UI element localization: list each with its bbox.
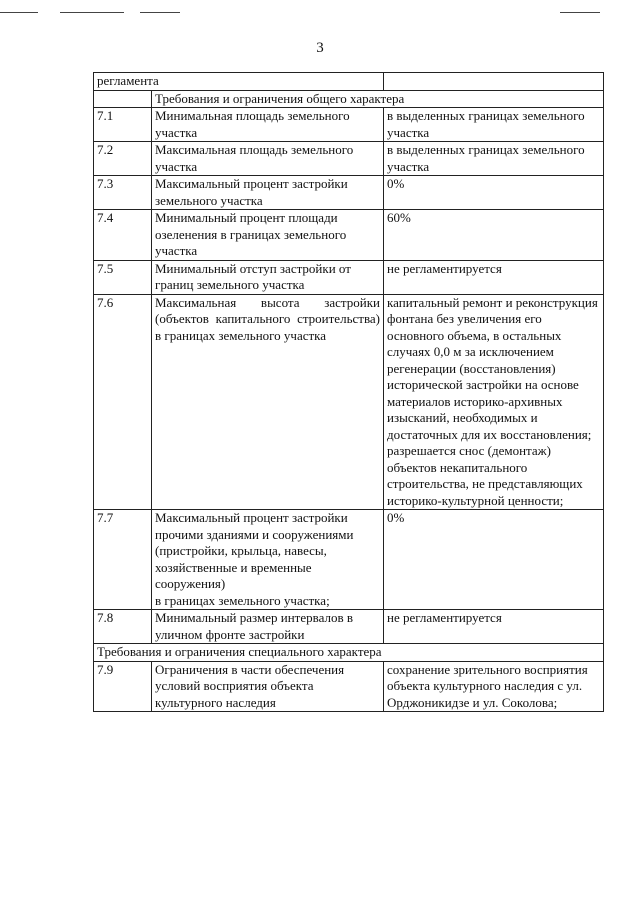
row-value: 60%	[384, 210, 604, 261]
table-row	[94, 510, 604, 610]
row-number: 7.8	[94, 610, 152, 644]
scan-artifact-line	[560, 12, 600, 13]
row-number: 7.5	[94, 260, 152, 294]
row-number: 7.6	[94, 294, 152, 510]
table-row	[94, 210, 604, 261]
row-parameter: Максимальная высота застройки (объектов капитального строительства) в границах земельного участка	[152, 294, 384, 510]
row-value: в выделенных границах земельного участка	[384, 108, 604, 142]
scan-artifact-line	[0, 12, 38, 13]
row-parameter: Максимальная площадь земельного участка	[152, 142, 384, 176]
row-parameter: Минимальная площадь земельного участка	[152, 108, 384, 142]
row-value: в выделенных границах земельного участка	[384, 142, 604, 176]
row-number: 7.2	[94, 142, 152, 176]
table-row	[94, 294, 604, 510]
regulation-table	[93, 72, 604, 712]
row-value: не регламентируется	[384, 260, 604, 294]
table-cell-empty	[384, 73, 604, 91]
table-row	[94, 661, 604, 712]
row-number: 7.9	[94, 661, 152, 712]
row-value: не регламентируется	[384, 610, 604, 644]
row-number: 7.7	[94, 510, 152, 610]
section-header-row	[94, 644, 604, 662]
row-number: 7.4	[94, 210, 152, 261]
table-row	[94, 260, 604, 294]
table-cell-empty	[94, 90, 152, 108]
row-parameter: Ограничения в части обеспечения условий восприятия объекта культурного наследия	[152, 661, 384, 712]
table-row	[94, 108, 604, 142]
table-row	[94, 610, 604, 644]
row-value: 0%	[384, 176, 604, 210]
section-header-row	[94, 90, 604, 108]
section-header-special: Требования и ограничения специального характера	[94, 644, 604, 662]
page-number: 3	[316, 40, 324, 56]
scan-artifact-line	[60, 12, 124, 13]
row-parameter: Максимальный процент застройки прочими зданиями и сооружениями (пристройки, крыльца, навесы, хозяйственные и временные сооружения) в границах земельного участка;	[152, 510, 384, 610]
row-value: капитальный ремонт и реконструкция фонтана без увеличения его основного объема, в остальных случаях 0,0 м за исключением регенерации (восстановления) исторической застройки на основе материалов историко-архивных изысканий, необходимых и достаточных для их восстановления; разрешается снос (демонтаж) объектов некапитального строительства, не представляющих историко-культурной ценности;	[384, 294, 604, 510]
row-value: 0%	[384, 510, 604, 610]
row-number: 7.3	[94, 176, 152, 210]
row-parameter: Минимальный отступ застройки от границ земельного участка	[152, 260, 384, 294]
scan-artifact-line	[140, 12, 180, 13]
row-parameter: Минимальный размер интервалов в уличном фронте застройки	[152, 610, 384, 644]
table-row	[94, 73, 604, 91]
row-value: сохранение зрительного восприятия объекта культурного наследия с ул. Орджоникидзе и ул. Соколова;	[384, 661, 604, 712]
row-parameter: Максимальный процент застройки земельного участка	[152, 176, 384, 210]
row-parameter: Минимальный процент площади озеленения в границах земельного участка	[152, 210, 384, 261]
section-header-general: Требования и ограничения общего характера	[152, 90, 604, 108]
table-row	[94, 142, 604, 176]
row-number: 7.1	[94, 108, 152, 142]
table-row	[94, 176, 604, 210]
table-cell-continuation: регламента	[94, 73, 384, 91]
